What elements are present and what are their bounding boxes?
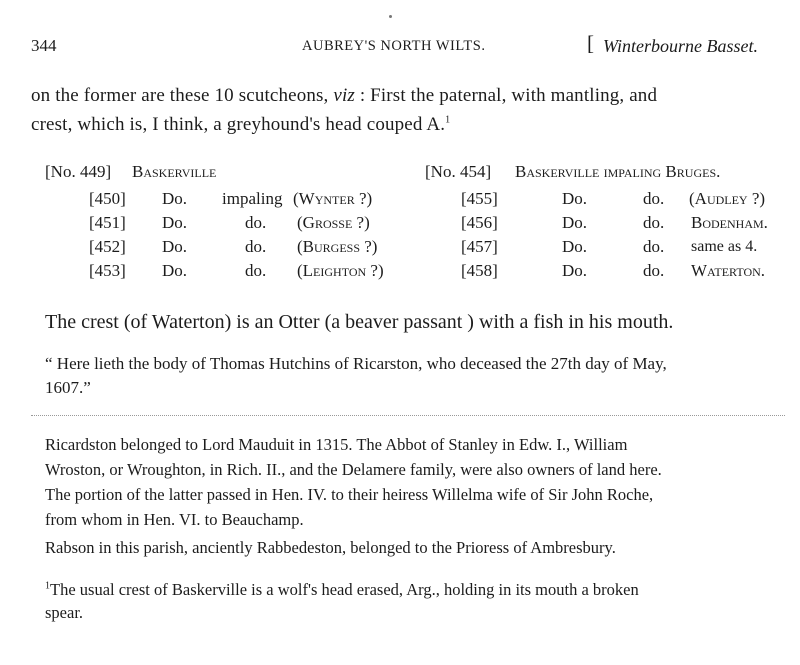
scutcheon-453-c: (Leighton ?) (297, 261, 384, 280)
scutcheon-452-a: Do. (162, 237, 188, 256)
scutcheon-457-b: do. (643, 237, 665, 256)
scutcheon-450-a: Do. (162, 189, 188, 208)
scutcheon-454-number: [No. 454] (425, 162, 492, 181)
scutcheon-453-a: Do. (162, 261, 188, 280)
scutcheon-458-a: Do. (562, 261, 588, 280)
note-line-1: Ricardston belonged to Lord Mauduit in 1315. The Abbot of Stanley in Edw. I., William (45, 435, 628, 454)
scutcheon-451-number: [451] (89, 213, 126, 232)
scutcheon-455-number: [455] (461, 189, 498, 208)
scutcheon-454-name: Baskerville impaling Bruges. (515, 162, 721, 181)
intro-line-1: on the former are these 10 scutcheons, viz : First the paternal, with mantling, and (31, 85, 658, 106)
scutcheon-452-c: (Burgess ?) (297, 237, 378, 256)
inscription-line-2: 1607.” (45, 378, 91, 397)
scutcheon-457-number: [457] (461, 237, 498, 256)
scutcheon-452-number: [452] (89, 237, 126, 256)
printer-dot (389, 15, 392, 18)
scutcheon-456-c: Bodenham. (691, 213, 768, 232)
section-title: Winterbourne Basset. (603, 36, 758, 56)
section-divider (31, 415, 785, 416)
scutcheon-457-c: same as 4. (691, 238, 758, 255)
note-line-3: The portion of the latter passed in Hen. IV. to their heiress Willelma wife of Sir John Roche, (45, 485, 654, 504)
scutcheon-457-a: Do. (562, 237, 588, 256)
footnote-line-1: $^1$The usual crest of Baskerville is a wolf's head erased, Arg., holding in its mouth a broken (45, 580, 639, 599)
running-title: AUBREY'S NORTH WILTS. (302, 38, 486, 54)
scutcheon-458-number: [458] (461, 261, 498, 280)
note-line-4: from whom in Hen. VI. to Beauchamp. (45, 510, 304, 529)
scutcheon-456-a: Do. (562, 213, 588, 232)
intro-line-2: crest, which is, I think, a greyhound's head couped A.$^1$ (31, 114, 451, 135)
scutcheon-458-c: Waterton. (691, 261, 766, 280)
scutcheon-453-number: [453] (89, 261, 126, 280)
scutcheon-452-b: do. (245, 237, 267, 256)
scutcheon-450-c: (Wynter ?) (293, 189, 373, 208)
crest-description: The crest (of Waterton) is an Otter (a beaver passant ) with a fish in his mouth. (45, 311, 674, 333)
scutcheon-456-b: do. (643, 213, 665, 232)
scutcheon-451-a: Do. (162, 213, 188, 232)
inscription-line-1: “ Here lieth the body of Thomas Hutchins of Ricarston, who deceased the 27th day of May, (45, 354, 667, 373)
scutcheon-455-c: (Audley ?) (689, 189, 766, 208)
note-line-5: Rabson in this parish, anciently Rabbedeston, belonged to the Prioress of Ambresbury. (45, 538, 616, 557)
scutcheon-450-b: impaling (222, 189, 283, 208)
page-number: 344 (31, 36, 57, 55)
footnote-ref: 1 (445, 114, 451, 126)
scutcheon-458-b: do. (643, 261, 665, 280)
footnote-line-2: spear. (45, 603, 84, 622)
scutcheon-449-number: [No. 449] (45, 162, 112, 181)
scutcheon-455-a: Do. (562, 189, 588, 208)
scutcheon-451-c: (Grosse ?) (297, 213, 370, 232)
scutcheon-451-b: do. (245, 213, 267, 232)
footnote-marker: 1 (45, 580, 50, 592)
section-bracket: [ (587, 31, 594, 55)
scutcheon-453-b: do. (245, 261, 267, 280)
scutcheon-450-number: [450] (89, 189, 126, 208)
scutcheon-455-b: do. (643, 189, 665, 208)
scutcheon-456-number: [456] (461, 213, 498, 232)
scutcheon-449-name: Baskerville (132, 162, 217, 181)
note-line-2: Wroston, or Wroughton, in Rich. II., and the Delamere family, were also owners of land here. (45, 460, 662, 479)
